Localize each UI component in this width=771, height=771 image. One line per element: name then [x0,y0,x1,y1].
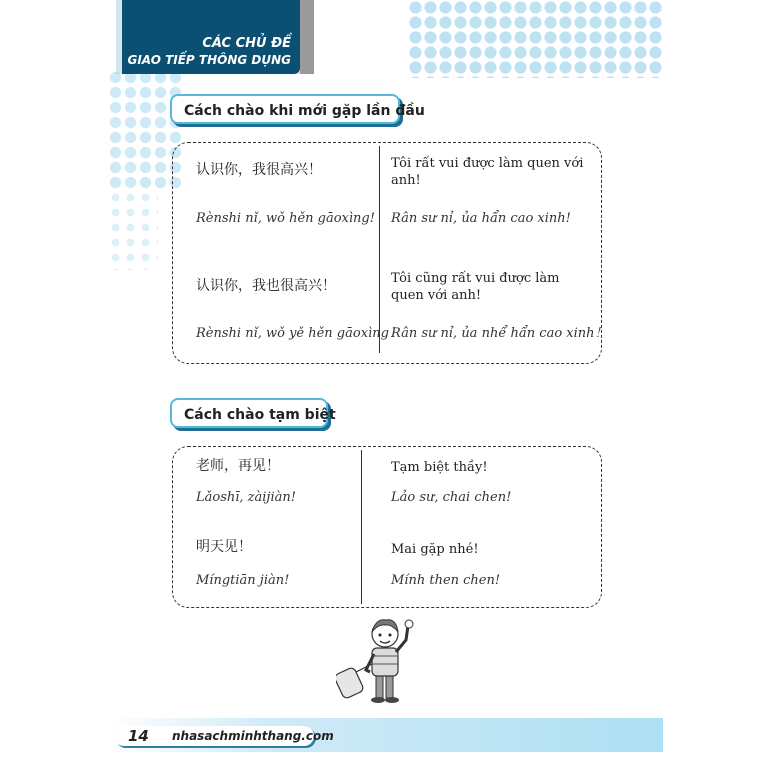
page-number: 14 [128,727,149,745]
s1-row1-reading: Rân sư nỉ, ủa hẩn cao xinh! [391,211,571,226]
banner-title-line1: CÁC CHỦ ĐỀ [202,36,291,51]
s1-row2-chinese: 认识你，我也很高兴！ [196,278,336,294]
section1-divider [379,146,380,353]
section2-heading: Cách chào tạm biệt [170,398,328,428]
publisher-website: nhasachminhthang.com [172,729,334,743]
s1-row2-meaning: Tôi cũng rất vui được làm quen với anh! [391,271,560,303]
s1-row1-meaning: Tôi rất vui được làm quen với anh! [391,156,584,188]
s2-row1-chinese: 老师，再见！ [196,458,280,474]
s2-row1-pinyin: Lǎoshī, zàijiàn! [196,490,296,505]
s1-row1-chinese: 认识你，我很高兴！ [196,162,322,178]
s2-row2-pinyin: Míngtiān jiàn! [196,573,290,588]
book-page [108,0,663,771]
s2-row1-reading: Lảo sư, chai chen! [391,490,512,505]
section2-divider [361,450,362,604]
waving-boy-illustration [336,612,436,704]
s2-row2-chinese: 明天见！ [196,539,252,555]
section1-heading: Cách chào khi mới gặp lần đầu [170,94,400,124]
s1-row1-pinyin: Rènshi nǐ, wǒ hěn gāoxìng! [196,211,375,226]
s2-row2-reading: Mính then chen! [391,573,501,588]
s1-row2-reading: Rân sư nỉ, ủa nhể hẩn cao xinh！ [391,326,608,341]
banner-title-line2: GIAO TIẾP THÔNG DỤNG [127,53,291,67]
dot-pattern-top [408,0,663,78]
dot-pattern-left-faded [108,190,158,270]
s2-row1-meaning: Tạm biệt thầy! [391,460,488,475]
s2-row2-meaning: Mai gặp nhé! [391,542,479,557]
s1-row2-pinyin: Rènshi nǐ, wǒ yě hěn gāoxìng！ [196,326,402,341]
banner-side-bar [300,0,314,74]
